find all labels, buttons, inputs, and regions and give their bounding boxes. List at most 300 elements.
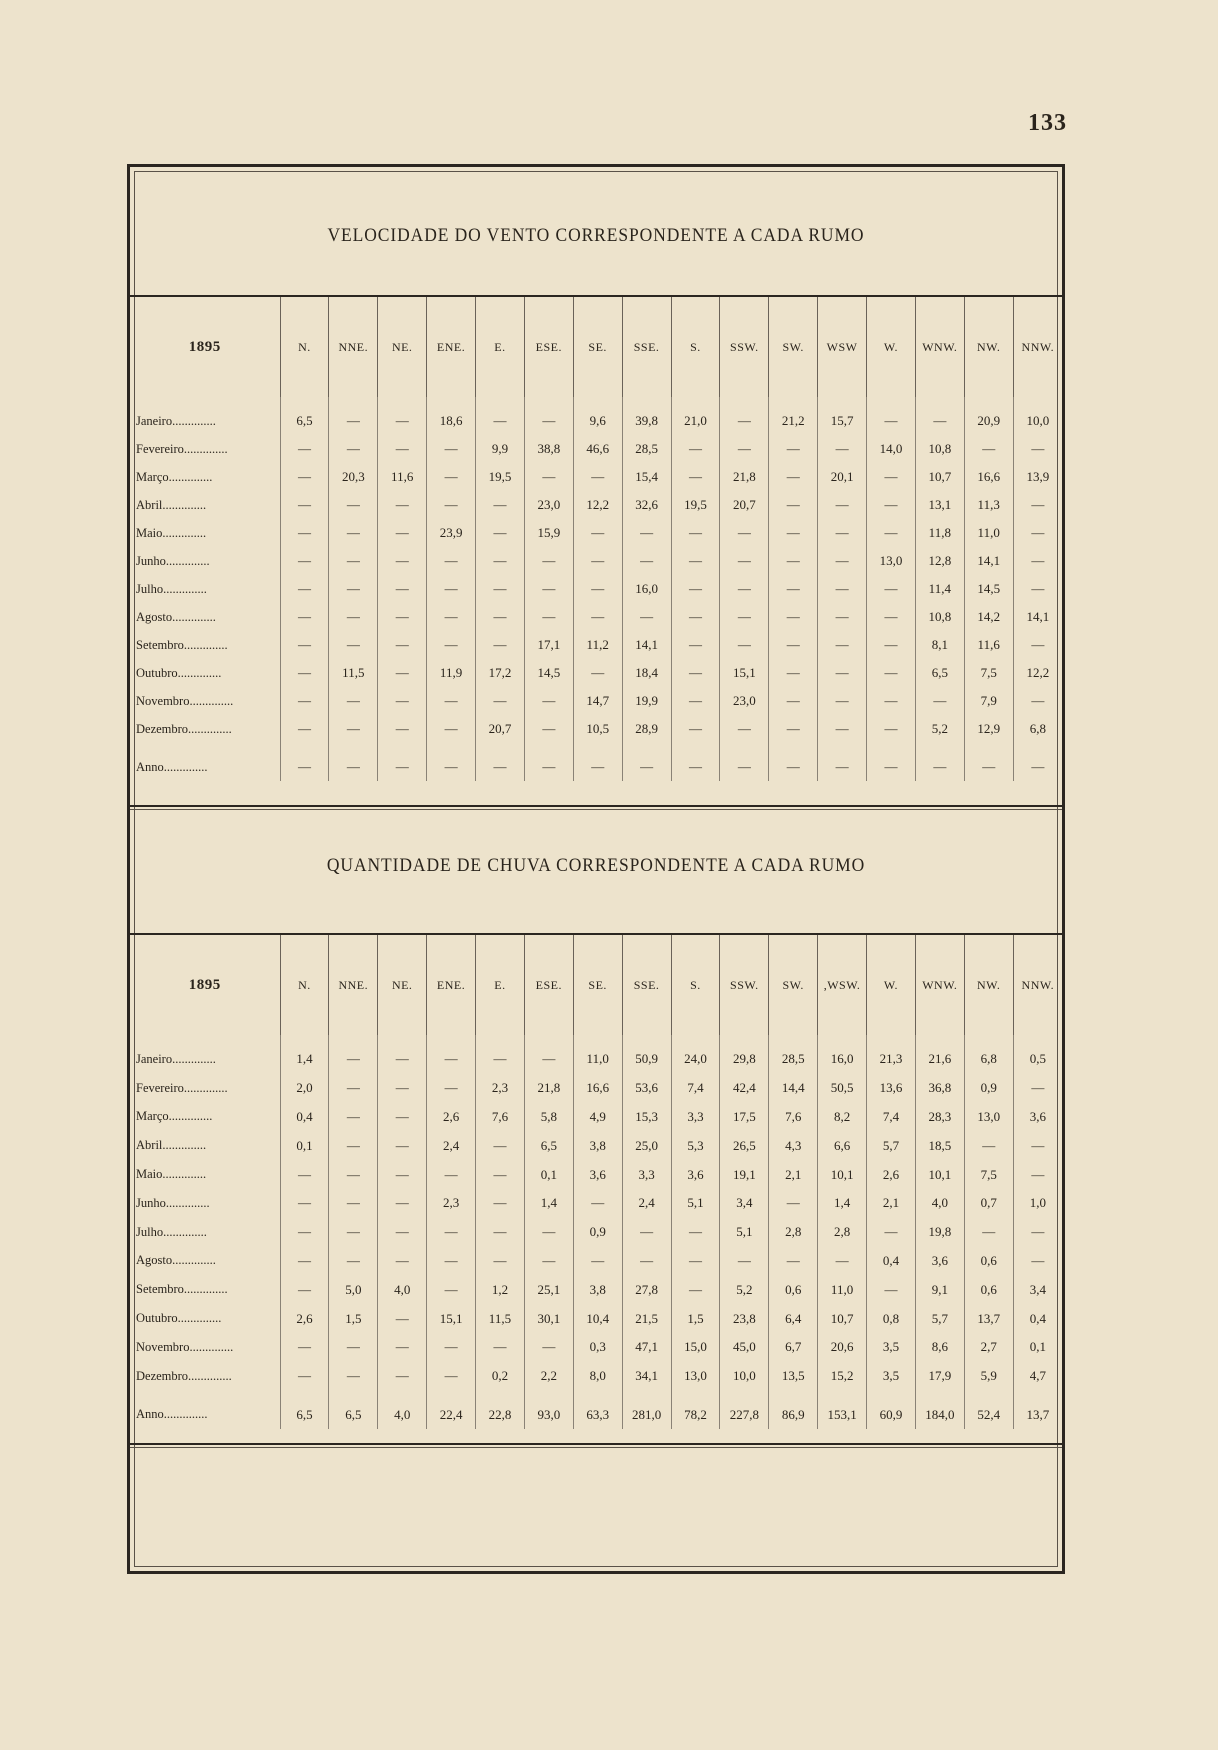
table-cell: — — [329, 687, 378, 715]
table-cell: 6,8 — [964, 1045, 1013, 1074]
table-cell: — — [476, 1247, 525, 1276]
table-row — [130, 659, 1062, 687]
table-cell: 5,0 — [329, 1275, 378, 1304]
table-cell: — — [427, 631, 476, 659]
table-cell: 14,0 — [867, 435, 916, 463]
table-row — [130, 1103, 1062, 1132]
table-cell: 14,5 — [964, 575, 1013, 603]
table-cell: 9,9 — [476, 435, 525, 463]
wind-col-header: NW. — [964, 297, 1013, 397]
month-label: Abril.............. — [136, 497, 207, 512]
spacer-cell — [280, 397, 329, 407]
table-cell: 7,4 — [671, 1074, 720, 1103]
table-cell: 3,6 — [671, 1160, 720, 1189]
month-label: Julho.............. — [136, 581, 207, 596]
spacer-cell — [818, 1035, 867, 1045]
table-cell: 1,4 — [280, 1045, 329, 1074]
table-cell: — — [622, 1218, 671, 1247]
spacer-cell — [524, 397, 573, 407]
table-cell: — — [329, 753, 378, 781]
table-cell: — — [329, 407, 378, 435]
spacer-cell — [476, 743, 525, 753]
wind-col-header: SE. — [573, 297, 622, 397]
spacer-cell — [622, 1035, 671, 1045]
table-cell: 23,0 — [720, 687, 769, 715]
spacer-cell — [671, 397, 720, 407]
table-cell: — — [524, 1045, 573, 1074]
table-cell: — — [476, 1218, 525, 1247]
table-cell: 3,3 — [622, 1160, 671, 1189]
table-cell: — — [818, 435, 867, 463]
spacer-cell — [671, 743, 720, 753]
rain-col-header: NE. — [378, 935, 427, 1035]
table-cell: 32,6 — [622, 491, 671, 519]
table-cell: — — [867, 407, 916, 435]
table-row — [130, 1247, 1062, 1276]
table-cell: 12,2 — [573, 491, 622, 519]
month-label: Anno.............. — [136, 759, 208, 774]
table-cell: — — [818, 1247, 867, 1276]
table-cell: 20,6 — [818, 1333, 867, 1362]
table-cell: — — [720, 547, 769, 575]
table-cell: — — [720, 1247, 769, 1276]
table-cell: 4,0 — [915, 1189, 964, 1218]
table-cell: 0,5 — [1013, 1045, 1062, 1074]
table-cell: 4,0 — [378, 1275, 427, 1304]
table-row — [130, 1275, 1062, 1304]
table-row — [130, 603, 1062, 631]
table-cell: — — [524, 1218, 573, 1247]
wind-header-row — [130, 297, 1062, 397]
table-cell: — — [329, 1160, 378, 1189]
table-cell: 3,4 — [720, 1189, 769, 1218]
table-cell: 23,0 — [524, 491, 573, 519]
table-cell: 2,8 — [818, 1218, 867, 1247]
table-cell: — — [1013, 1218, 1062, 1247]
table-cell: — — [867, 491, 916, 519]
table-cell: — — [280, 631, 329, 659]
table-cell: — — [573, 575, 622, 603]
table-cell: 2,1 — [769, 1160, 818, 1189]
table-cell: 3,5 — [867, 1333, 916, 1362]
table-cell: 3,6 — [1013, 1103, 1062, 1132]
table-cell: — — [476, 519, 525, 547]
table-row — [130, 1304, 1062, 1333]
table-cell: — — [476, 1189, 525, 1218]
table-cell: 19,5 — [476, 463, 525, 491]
table-cell: 2,1 — [867, 1189, 916, 1218]
table-cell: — — [671, 687, 720, 715]
wind-col-header: S. — [671, 297, 720, 397]
spacer-cell — [915, 743, 964, 753]
table-cell: — — [622, 603, 671, 631]
table-cell: — — [524, 1333, 573, 1362]
table-cell: — — [378, 603, 427, 631]
table-cell: 25,1 — [524, 1275, 573, 1304]
table-cell: — — [280, 1218, 329, 1247]
table-cell: 13,0 — [964, 1103, 1013, 1132]
table-cell: 8,6 — [915, 1333, 964, 1362]
table-row — [130, 1189, 1062, 1218]
table-cell: 13,7 — [964, 1304, 1013, 1333]
spacer-row — [130, 743, 1062, 753]
spacer-cell — [769, 1391, 818, 1401]
table-cell: — — [964, 1131, 1013, 1160]
table-cell: — — [476, 1045, 525, 1074]
spacer-cell — [1013, 397, 1062, 407]
table-cell: 12,9 — [964, 715, 1013, 743]
table-row — [130, 491, 1062, 519]
table-cell: — — [720, 519, 769, 547]
table-cell: 4,0 — [378, 1401, 427, 1430]
table-cell: — — [329, 1189, 378, 1218]
table-cell: — — [769, 1247, 818, 1276]
table-cell: — — [671, 463, 720, 491]
table-cell: — — [1013, 1074, 1062, 1103]
table-cell: 13,1 — [915, 491, 964, 519]
table-cell: — — [671, 753, 720, 781]
table-cell: 3,4 — [1013, 1275, 1062, 1304]
table-cell: — — [378, 753, 427, 781]
month-label: Setembro.............. — [136, 637, 228, 652]
table-cell: 2,4 — [427, 1131, 476, 1160]
spacer-cell — [915, 397, 964, 407]
spacer-cell — [329, 1035, 378, 1045]
table-cell: 0,6 — [964, 1247, 1013, 1276]
table-cell: 10,8 — [915, 435, 964, 463]
table-cell: — — [378, 687, 427, 715]
table-row — [130, 1362, 1062, 1391]
table-cell: — — [378, 1074, 427, 1103]
table-cell: 11,2 — [573, 631, 622, 659]
table-cell: 11,8 — [915, 519, 964, 547]
table-cell: — — [378, 1333, 427, 1362]
table-cell: — — [867, 659, 916, 687]
table-cell: — — [378, 491, 427, 519]
table-row — [130, 1045, 1062, 1074]
table-cell: — — [524, 753, 573, 781]
table-cell: 10,4 — [573, 1304, 622, 1333]
table-row — [130, 1074, 1062, 1103]
table-cell: 2,8 — [769, 1218, 818, 1247]
spacer-cell — [867, 1035, 916, 1045]
table-cell: 14,1 — [1013, 603, 1062, 631]
table-cell: 0,1 — [1013, 1333, 1062, 1362]
table-cell: 11,0 — [818, 1275, 867, 1304]
rain-col-header: ,WSW. — [818, 935, 867, 1035]
table-cell: 11,0 — [573, 1045, 622, 1074]
spacer-cell — [280, 1391, 329, 1401]
month-label: Junho.............. — [136, 553, 210, 568]
table-cell: 63,3 — [573, 1401, 622, 1430]
table-cell: 20,3 — [329, 463, 378, 491]
spacer-cell — [769, 397, 818, 407]
wind-col-header: ENE. — [427, 297, 476, 397]
table-cell: — — [280, 715, 329, 743]
table-cell: 45,0 — [720, 1333, 769, 1362]
table-cell: 28,9 — [622, 715, 671, 743]
table-cell: — — [1013, 1247, 1062, 1276]
spacer-cell — [622, 743, 671, 753]
table-cell: 5,3 — [671, 1131, 720, 1160]
table-cell: 23,9 — [427, 519, 476, 547]
wind-col-header: NNE. — [329, 297, 378, 397]
table-cell: — — [329, 1362, 378, 1391]
table-cell: — — [378, 519, 427, 547]
table-cell: 14,2 — [964, 603, 1013, 631]
table-cell: 5,9 — [964, 1362, 1013, 1391]
table-cell: 15,1 — [720, 659, 769, 687]
rain-table-bottom-rule — [130, 1443, 1062, 1445]
spacer-cell — [915, 1035, 964, 1045]
table-cell: 10,7 — [818, 1304, 867, 1333]
table-cell: — — [1013, 1131, 1062, 1160]
table-cell: — — [378, 1131, 427, 1160]
table-cell: 15,7 — [818, 407, 867, 435]
table-cell: — — [280, 519, 329, 547]
table-cell: — — [378, 407, 427, 435]
table-cell: — — [720, 715, 769, 743]
table-cell: 52,4 — [964, 1401, 1013, 1430]
table-cell: — — [573, 519, 622, 547]
table-cell: — — [769, 659, 818, 687]
month-label: Janeiro.............. — [136, 413, 216, 428]
spacer-cell — [329, 1391, 378, 1401]
table-cell: — — [671, 603, 720, 631]
table-cell: 6,5 — [280, 407, 329, 435]
table-cell: — — [378, 1247, 427, 1276]
rain-col-header: ENE. — [427, 935, 476, 1035]
rain-col-header: NNW. — [1013, 935, 1062, 1035]
table-cell: 11,5 — [476, 1304, 525, 1333]
table-cell: — — [280, 575, 329, 603]
rain-col-header: W. — [867, 935, 916, 1035]
wind-col-header: N. — [280, 297, 329, 397]
table-cell: — — [720, 631, 769, 659]
table-cell: — — [280, 1362, 329, 1391]
table-cell: — — [573, 1189, 622, 1218]
table-cell: 13,6 — [867, 1074, 916, 1103]
table-cell: — — [622, 519, 671, 547]
table-cell: — — [329, 491, 378, 519]
month-label: Fevereiro.............. — [136, 441, 228, 456]
table-cell: — — [867, 519, 916, 547]
table-cell: 11,3 — [964, 491, 1013, 519]
table-cell: 12,2 — [1013, 659, 1062, 687]
table-cell: — — [818, 575, 867, 603]
table-cell: 2,3 — [476, 1074, 525, 1103]
table-cell: 17,1 — [524, 631, 573, 659]
table-row — [130, 1333, 1062, 1362]
table-cell: — — [818, 491, 867, 519]
rain-col-header: SSW. — [720, 935, 769, 1035]
spacer-cell — [427, 743, 476, 753]
table-cell: 7,4 — [867, 1103, 916, 1132]
table-cell: — — [280, 659, 329, 687]
table-cell: 11,4 — [915, 575, 964, 603]
spacer-cell — [476, 1035, 525, 1045]
month-label: Janeiro.............. — [136, 1051, 216, 1066]
table-cell: 20,7 — [476, 715, 525, 743]
table-cell: 13,5 — [769, 1362, 818, 1391]
table-cell: — — [476, 603, 525, 631]
table-cell: — — [769, 715, 818, 743]
table-cell: 8,0 — [573, 1362, 622, 1391]
table-cell: 47,1 — [622, 1333, 671, 1362]
table-cell: 15,2 — [818, 1362, 867, 1391]
rain-quantity-table — [130, 935, 1062, 1429]
table-cell: 14,5 — [524, 659, 573, 687]
table-cell: 14,7 — [573, 687, 622, 715]
table-cell: 5,2 — [720, 1275, 769, 1304]
table-cell: — — [378, 1304, 427, 1333]
table-cell: — — [1013, 687, 1062, 715]
table-cell: — — [671, 715, 720, 743]
spacer-cell — [329, 397, 378, 407]
table-cell: — — [427, 1275, 476, 1304]
table-cell: 6,5 — [915, 659, 964, 687]
spacer-cell — [1013, 743, 1062, 753]
table-cell: 16,0 — [622, 575, 671, 603]
table-cell: — — [867, 631, 916, 659]
month-label: Novembro.............. — [136, 1339, 234, 1354]
table-cell: 5,1 — [720, 1218, 769, 1247]
table-cell: 6,7 — [769, 1333, 818, 1362]
table-cell: 15,1 — [427, 1304, 476, 1333]
table-cell: 93,0 — [524, 1401, 573, 1430]
table-cell: — — [769, 1189, 818, 1218]
table-cell: 3,5 — [867, 1362, 916, 1391]
table-cell: — — [867, 1218, 916, 1247]
spacer-cell — [1013, 1391, 1062, 1401]
rain-col-header: S. — [671, 935, 720, 1035]
spacer-cell — [964, 1391, 1013, 1401]
table-cell: — — [769, 603, 818, 631]
table-cell: 5,1 — [671, 1189, 720, 1218]
table-row — [130, 1131, 1062, 1160]
spacer-cell — [476, 397, 525, 407]
table-cell: — — [329, 1074, 378, 1103]
table-cell: — — [573, 659, 622, 687]
month-label: Fevereiro.............. — [136, 1080, 228, 1095]
table-cell: 50,5 — [818, 1074, 867, 1103]
table-cell: 0,1 — [524, 1160, 573, 1189]
table-cell: — — [524, 547, 573, 575]
table-cell: 30,1 — [524, 1304, 573, 1333]
spacer-cell — [573, 1035, 622, 1045]
table-cell: — — [671, 659, 720, 687]
spacer-cell — [524, 1391, 573, 1401]
table-cell: — — [329, 1103, 378, 1132]
table-cell: — — [1013, 491, 1062, 519]
total-row — [130, 1401, 1062, 1430]
wind-col-header: NE. — [378, 297, 427, 397]
table-cell: — — [378, 1218, 427, 1247]
table-cell: 16,6 — [573, 1074, 622, 1103]
table-cell: 46,6 — [573, 435, 622, 463]
table-row — [130, 687, 1062, 715]
spacer-row — [130, 397, 1062, 407]
table-cell: 18,5 — [915, 1131, 964, 1160]
spacer-cell — [378, 1035, 427, 1045]
wind-col-header: WSW — [818, 297, 867, 397]
table-cell: 86,9 — [769, 1401, 818, 1430]
spacer-cell — [720, 743, 769, 753]
table-cell: 3,6 — [915, 1247, 964, 1276]
table-cell: — — [524, 715, 573, 743]
table-cell: 19,9 — [622, 687, 671, 715]
table-cell: — — [329, 603, 378, 631]
table-cell: — — [769, 687, 818, 715]
table-cell: 9,6 — [573, 407, 622, 435]
table-cell: — — [280, 603, 329, 631]
table-cell: — — [671, 575, 720, 603]
table-cell: 7,5 — [964, 659, 1013, 687]
table-cell: 13,0 — [671, 1362, 720, 1391]
table-cell: 28,5 — [769, 1045, 818, 1074]
table-cell: — — [427, 575, 476, 603]
table-cell: — — [378, 1103, 427, 1132]
table-cell: 3,3 — [671, 1103, 720, 1132]
table-cell: 25,0 — [622, 1131, 671, 1160]
table-cell: — — [1013, 753, 1062, 781]
table-cell: 2,7 — [964, 1333, 1013, 1362]
spacer-cell — [964, 397, 1013, 407]
spacer-cell — [769, 743, 818, 753]
table-cell: — — [476, 575, 525, 603]
spacer-cell — [427, 1035, 476, 1045]
table-cell: 34,1 — [622, 1362, 671, 1391]
table-cell: 2,6 — [280, 1304, 329, 1333]
spacer-cell — [818, 397, 867, 407]
table-cell: 0,6 — [964, 1275, 1013, 1304]
rain-col-header: NNE. — [329, 935, 378, 1035]
table-cell: 78,2 — [671, 1401, 720, 1430]
table-row — [130, 575, 1062, 603]
table-cell: — — [915, 407, 964, 435]
table-cell: — — [280, 1275, 329, 1304]
table-cell: — — [524, 463, 573, 491]
spacer-row — [130, 1391, 1062, 1401]
table-cell: 2,6 — [427, 1103, 476, 1132]
tables-frame — [127, 164, 1065, 1574]
table-cell: 3,8 — [573, 1275, 622, 1304]
table-cell: — — [1013, 575, 1062, 603]
table-cell: 28,3 — [915, 1103, 964, 1132]
table-cell: — — [329, 547, 378, 575]
table-cell: — — [769, 547, 818, 575]
spacer-cell — [524, 743, 573, 753]
table-cell: 26,5 — [720, 1131, 769, 1160]
table-cell: — — [280, 1333, 329, 1362]
table-cell: 0,9 — [964, 1074, 1013, 1103]
table-cell: — — [427, 1074, 476, 1103]
rain-col-header: NW. — [964, 935, 1013, 1035]
table-cell: 14,1 — [964, 547, 1013, 575]
table-cell: — — [720, 407, 769, 435]
table-cell: 2,4 — [622, 1189, 671, 1218]
table-cell: 2,3 — [427, 1189, 476, 1218]
table-cell: 1,0 — [1013, 1189, 1062, 1218]
table-cell: — — [476, 1160, 525, 1189]
table-cell: — — [329, 1045, 378, 1074]
table-cell: — — [476, 1333, 525, 1362]
table-cell: 14,1 — [622, 631, 671, 659]
table-cell: — — [378, 631, 427, 659]
table-cell: — — [378, 715, 427, 743]
table-cell: 10,0 — [720, 1362, 769, 1391]
table-cell: — — [1013, 631, 1062, 659]
